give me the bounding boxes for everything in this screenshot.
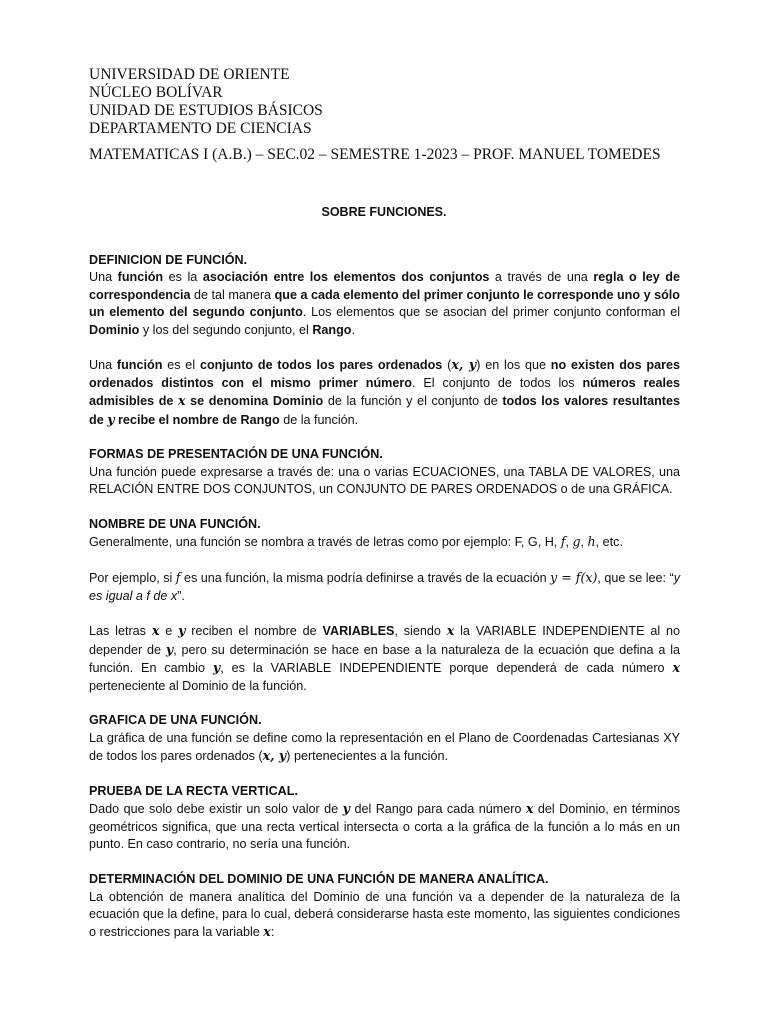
math-variable: f [175, 570, 181, 586]
paragraph-nombre-2 [89, 569, 680, 605]
math-variable: x [525, 801, 534, 817]
university-name: UNIVERSIDAD DE ORIENTE [89, 66, 290, 83]
text-run: la VARIABLE INDEPENDIENTE al no depender de [89, 624, 680, 657]
math-equation: y = f(x) [550, 570, 598, 586]
text-run: del Rango para cada número [349, 802, 526, 817]
text-run-bold: Dominio [89, 322, 140, 337]
paragraph-grafica [89, 730, 680, 766]
text-run: Generalmente, una función se nombra a través de letras como por ejemplo: F, G, H, [89, 535, 561, 550]
text-run: Las letras [89, 624, 152, 639]
paragraph-nombre-1 [89, 533, 680, 551]
text-run: y los del segundo conjunto, el [139, 322, 313, 337]
course-line: MATEMATICAS I (A.B.) – SEC.02 – SEMESTRE 1-2023 – PROF. MANUEL TOMEDES [89, 146, 661, 163]
paragraph-nombre-3 [89, 622, 680, 695]
text-run: es la [163, 270, 203, 285]
institution-header [89, 66, 689, 138]
math-variable: x [446, 623, 455, 639]
text-run: Dado que solo debe existir un solo valor de [89, 802, 343, 817]
text-run: , etc. [595, 535, 623, 550]
text-run-bold: recibe el nombre de Rango [114, 412, 280, 427]
text-run-bold: conjunto de todos los pares ordenados [199, 358, 443, 373]
math-variable: x [178, 393, 186, 409]
text-run-bold: función [116, 358, 163, 373]
math-variable: x [672, 660, 680, 676]
text-run: ( [442, 358, 452, 373]
math-variable: f [560, 534, 566, 550]
text-run: a través de una [489, 270, 594, 285]
text-run: e [159, 624, 179, 639]
text-run: , [565, 535, 573, 550]
text-run: es una función, la misma podría definirse a través de la ecuación [180, 571, 551, 586]
text-run-italic: y es igual a f de x [89, 571, 680, 603]
text-run-bold: números reales admisibles de [89, 375, 680, 409]
text-run: , que se lee: “ [597, 571, 674, 586]
text-run-bold: no existen dos pares ordenados distintos con el mismo primer número [89, 358, 681, 390]
text-run: Una [89, 270, 118, 285]
document-body [89, 252, 680, 942]
text-run: . Los elementos que se asocian del primer conjunto conforman el [302, 305, 680, 320]
text-run-bold: función [117, 270, 164, 285]
math-pair: x, y [262, 748, 287, 764]
text-run: Una [89, 358, 117, 373]
text-run: : [270, 925, 275, 940]
section-heading-formas: FORMAS DE PRESENTACIÓN DE UNA FUNCIÓN. [89, 447, 383, 462]
text-run: ”. [177, 588, 185, 603]
paragraph-formas: Una función puede expresarse a través de: una o varias ECUACIONES, una TABLA DE VALORES, una RELACIÓN ENTRE DOS CONJUNTOS, un CONJUNTO DE PARES ORDENADOS o de una GRÁFICA. [89, 464, 680, 497]
document-title: SOBRE FUNCIONES. [321, 205, 447, 219]
paragraph-dominio [89, 889, 680, 942]
math-variable: x [151, 623, 160, 639]
text-run: de tal manera [190, 287, 275, 302]
text-run: . El conjunto de todos los [411, 375, 583, 390]
text-run: de la función. [279, 412, 359, 427]
department-name: DEPARTAMENTO DE CIENCIAS [89, 120, 312, 137]
text-run: , [580, 535, 588, 550]
text-run: . [351, 322, 355, 337]
text-run-bold: Rango [312, 322, 352, 337]
text-run: ) en los que [476, 358, 551, 373]
math-variable: h [587, 534, 596, 550]
paragraph-definicion-1 [89, 269, 680, 339]
text-run-bold: asociación entre los elementos dos conjuntos [202, 270, 490, 285]
text-run-bold: todos los valores resultantes de [89, 394, 680, 427]
text-run-bold: que a cada elemento del primer conjunto le corresponde uno y sólo un elemento del segundo conjunto [89, 287, 680, 320]
text-run-bold: se denomina Dominio [185, 394, 324, 409]
paragraph-definicion-2 [89, 356, 680, 429]
text-run: , es la VARIABLE INDEPENDIENTE porque dependerá de cada número [220, 661, 673, 676]
text-run-bold: VARIABLES [322, 624, 395, 639]
math-pair: x, y [451, 357, 477, 373]
text-run: reciben el nombre de [185, 624, 323, 639]
text-run: del Dominio, en términos geométricos significa, que una recta vertical intersecta o corta a la gráfica de la función a lo más en un punto. En caso contrario, no sería una función. [89, 802, 680, 852]
math-variable: y [165, 641, 174, 657]
text-run: Por ejemplo, si [89, 571, 176, 586]
text-run: La obtención de manera analítica del Dominio de una función va a depender de la naturaleza de la ecuación que la define, para lo cual, deberá considerarse hasta este momento, las siguientes condiciones o restricciones para la variable [89, 889, 680, 940]
text-run: ) pertenecientes a la función. [286, 749, 448, 764]
section-heading-prueba: PRUEBA DE LA RECTA VERTICAL. [89, 784, 298, 799]
text-run: perteneciente al Dominio de la función. [89, 678, 307, 693]
unit-name: UNIDAD DE ESTUDIOS BÁSICOS [89, 102, 323, 119]
text-run: , pero su determinación se hace en base a la naturaleza de la ecuación que defina a la función. En cambio [89, 642, 680, 676]
text-run-bold: regla o ley de correspondencia [89, 270, 680, 302]
math-variable: x [263, 924, 271, 940]
section-heading-definicion: DEFINICION DE FUNCIÓN. [89, 253, 248, 267]
text-run: de la función y el conjunto de [323, 394, 503, 409]
section-heading-dominio: DETERMINACIÓN DEL DOMINIO DE UNA FUNCIÓN DE MANERA ANALÍTICA. [89, 872, 549, 887]
text-run: , siendo [394, 624, 447, 639]
paragraph-prueba [89, 800, 680, 853]
campus-name: NÚCLEO BOLÍVAR [89, 84, 223, 101]
math-variable: g [572, 534, 581, 550]
math-variable: y [107, 411, 115, 427]
math-variable: y [342, 801, 350, 817]
section-heading-nombre: NOMBRE DE UNA FUNCIÓN. [89, 517, 261, 532]
text-run: es el [162, 358, 200, 373]
math-variable: y [212, 660, 221, 676]
text-run: La gráfica de una función se define como la representación en el Plano de Coordenadas Cartesianas XY de todos los pares ordenados ( [89, 730, 680, 764]
section-heading-grafica: GRAFICA DE UNA FUNCIÓN. [89, 713, 262, 728]
math-variable: y [178, 623, 186, 639]
